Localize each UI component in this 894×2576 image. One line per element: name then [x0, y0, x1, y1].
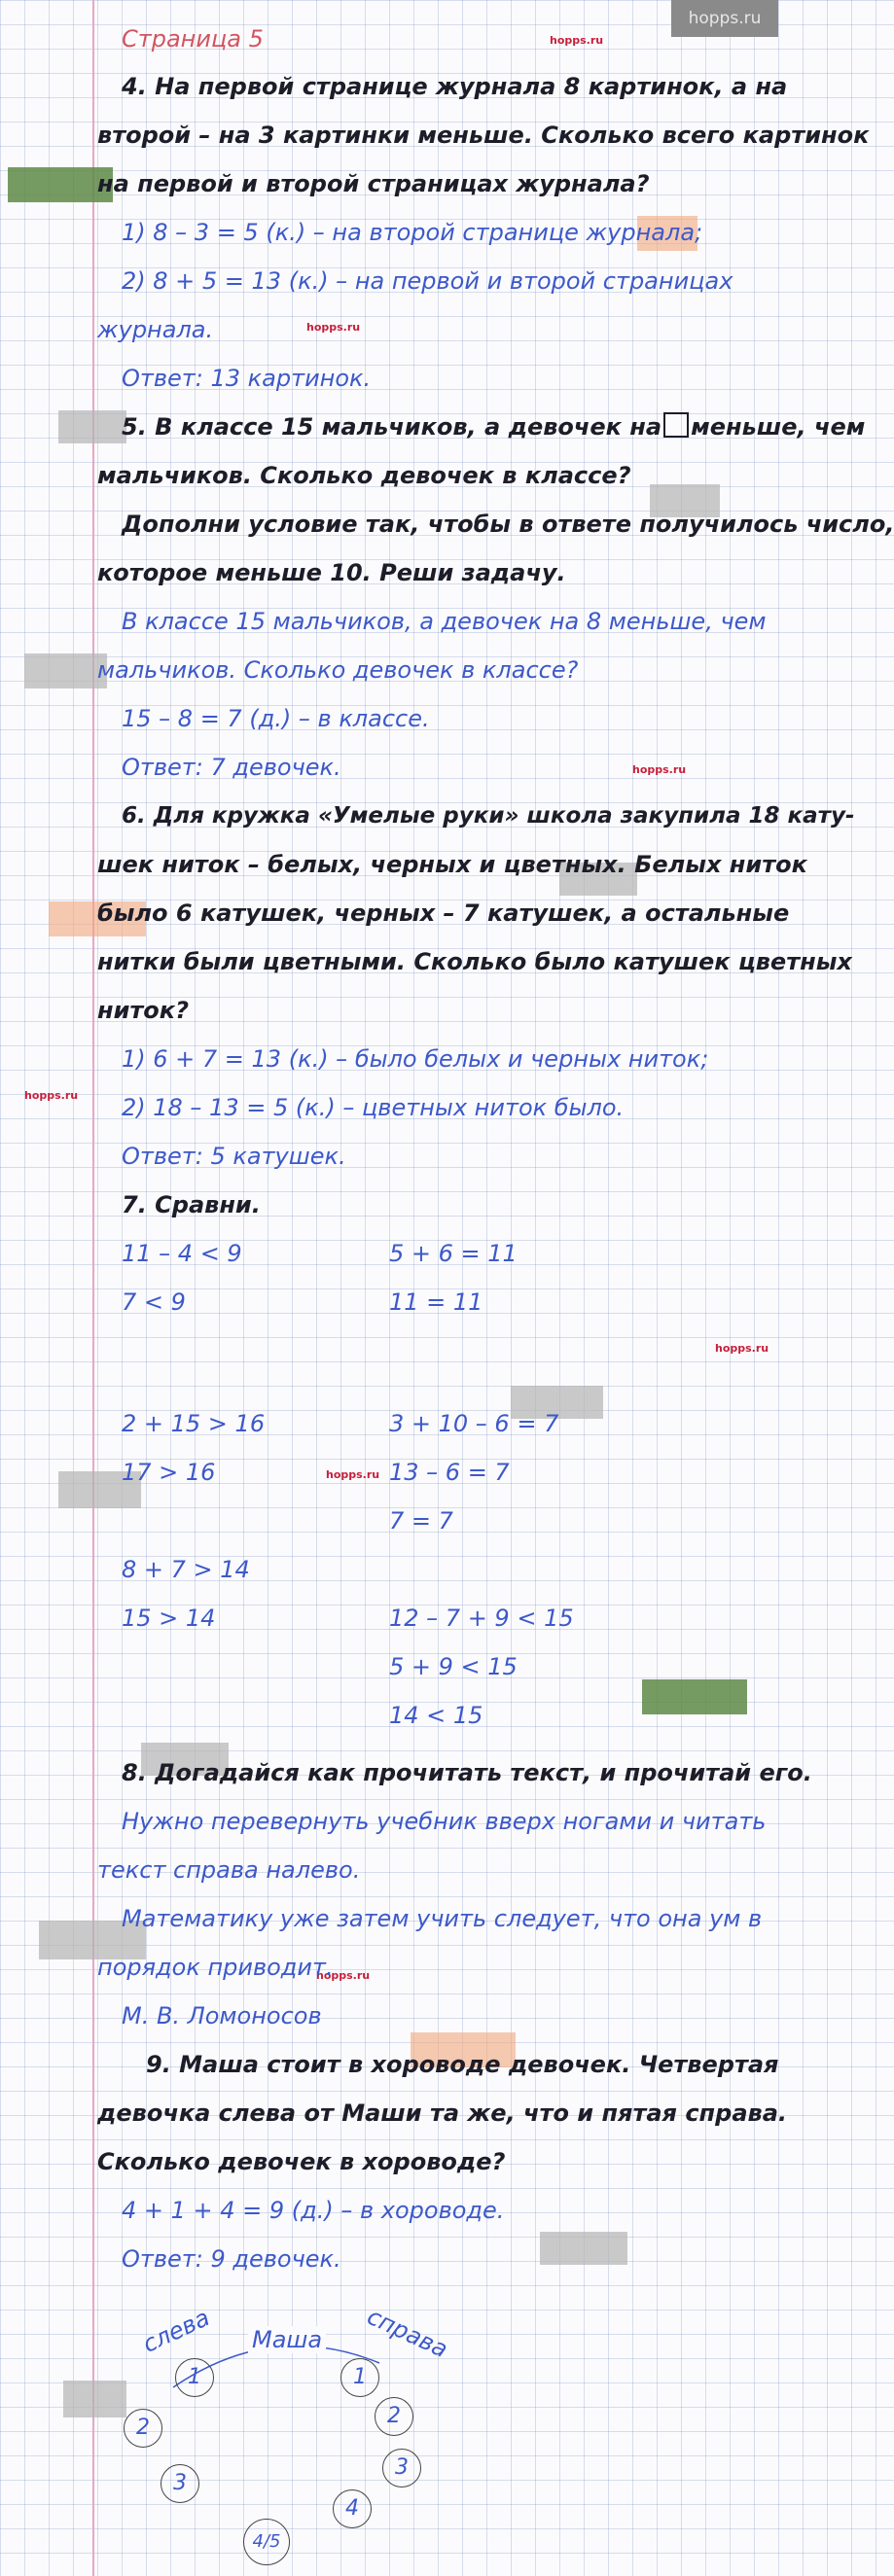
task5-instruction: которое меньше 10. Реши задачу. [97, 559, 566, 586]
task8-quote: Математику уже затем учить следует, что она ум в [122, 1905, 763, 1932]
task4-answer: Ответ: 13 картинок. [122, 365, 372, 392]
task4-solution: журнала. [97, 316, 214, 343]
watermark: hopps.ru [24, 1089, 79, 1102]
task5-solution: В классе 15 мальчиков, а девочек на 8 меньше, чем [122, 608, 767, 635]
task9-question: 9. Маша стоит в хороводе девочек. Четвертая [146, 2051, 779, 2078]
right-label: справа [363, 2302, 452, 2364]
task5-question-part1: 5. В классе 15 мальчиков, а девочек на [122, 413, 662, 441]
task5-solution: мальчиков. Сколько девочек в классе? [97, 656, 579, 684]
compare-left: 15 > 14 [122, 1605, 216, 1632]
center-label: Маша [248, 2326, 326, 2353]
task4-question: на первой и второй страницах журнала? [97, 170, 650, 197]
task5-question: мальчиков. Сколько девочек в классе? [97, 462, 631, 489]
task4-question: второй – на 3 картинки меньше. Сколько всего картинок [97, 122, 870, 149]
compare-left: 17 > 16 [122, 1459, 216, 1486]
task8-solution: текст справа налево. [97, 1856, 361, 1884]
task7-title: 7. Сравни. [122, 1191, 261, 1218]
compare-left: 2 + 15 > 16 [122, 1410, 266, 1437]
compare-right: 12 – 7 + 9 < 15 [389, 1605, 574, 1632]
compare-right: 3 + 10 – 6 = 7 [389, 1410, 559, 1437]
task6-question: 6. Для кружка «Умелые руки» школа закупила 18 кату- [122, 803, 855, 829]
task9-question: девочка слева от Маши та же, что и пятая справа. [97, 2100, 788, 2127]
task8-author: М. В. Ломоносов [122, 2002, 322, 2029]
watermark: hopps.ru [715, 1342, 769, 1355]
task6-solution: 1) 6 + 7 = 13 (к.) – было белых и черных ниток; [122, 1045, 709, 1073]
girl-circle-bottom: 4/5 [243, 2519, 290, 2565]
compare-right: 7 = 7 [389, 1507, 453, 1535]
girl-circle-right: 3 [382, 2449, 421, 2488]
task5-solution: 15 – 8 = 7 (д.) – в классе. [122, 705, 430, 732]
left-label: слева [138, 2304, 214, 2358]
task4-question: 4. На первой странице журнала 8 картинок, а на [122, 73, 788, 100]
watermark: hopps.ru [306, 321, 361, 334]
corner-watermark: hopps.ru [671, 0, 778, 37]
task8-solution: Нужно перевернуть учебник вверх ногами и читать [122, 1808, 767, 1835]
task5-instruction: Дополни условие так, чтобы в ответе получилось число, [122, 511, 894, 538]
compare-left: 11 – 4 < 9 [122, 1240, 242, 1267]
girl-circle-right: 1 [340, 2358, 379, 2397]
girl-circle-right: 2 [375, 2397, 413, 2436]
task6-answer: Ответ: 5 катушек. [122, 1143, 346, 1170]
compare-right: 13 – 6 = 7 [389, 1459, 510, 1486]
compare-right: 5 + 6 = 11 [389, 1240, 518, 1267]
girl-circle-right: 4 [333, 2489, 372, 2528]
compare-right: 5 + 9 < 15 [389, 1653, 518, 1680]
compare-left: 8 + 7 > 14 [122, 1556, 250, 1583]
task9-answer: Ответ: 9 девочек. [122, 2245, 341, 2273]
task5-answer: Ответ: 7 девочек. [122, 754, 341, 781]
task9-solution: 4 + 1 + 4 = 9 (д.) – в хороводе. [122, 2197, 505, 2224]
girl-circle-left: 2 [124, 2409, 162, 2448]
task6-question: было 6 катушек, черных – 7 катушек, а остальные [97, 900, 790, 927]
watermark: hopps.ru [316, 1969, 371, 1982]
task5-question-part2: меньше, чем [691, 413, 866, 441]
task8-quote: порядок приводит. [97, 1954, 334, 1981]
task6-solution: 2) 18 – 13 = 5 (к.) – цветных ниток было. [122, 1094, 625, 1121]
girl-circle-left: 1 [175, 2358, 214, 2397]
watermark: hopps.ru [550, 34, 604, 47]
compare-right: 11 = 11 [389, 1288, 483, 1316]
compare-right: 14 < 15 [389, 1702, 483, 1729]
girl-circle-left: 3 [161, 2464, 199, 2503]
task8-title: 8. Догадайся как прочитать текст, и прочитай его. [122, 1759, 812, 1786]
task6-question: ниток? [97, 997, 190, 1024]
task9-question: Сколько девочек в хороводе? [97, 2148, 506, 2175]
watermark: hopps.ru [326, 1468, 380, 1481]
task4-solution: 1) 8 – 3 = 5 (к.) – на второй странице журнала; [122, 219, 703, 246]
watermark: hopps.ru [632, 763, 687, 776]
page-header: Страница 5 [122, 25, 264, 53]
task6-question: шек ниток – белых, черных и цветных. Белых ниток [97, 851, 807, 878]
task4-solution: 2) 8 + 5 = 13 (к.) – на первой и второй страницах [122, 267, 733, 295]
task6-question: нитки были цветными. Сколько было катушек цветных [97, 948, 852, 975]
compare-left: 7 < 9 [122, 1288, 186, 1316]
